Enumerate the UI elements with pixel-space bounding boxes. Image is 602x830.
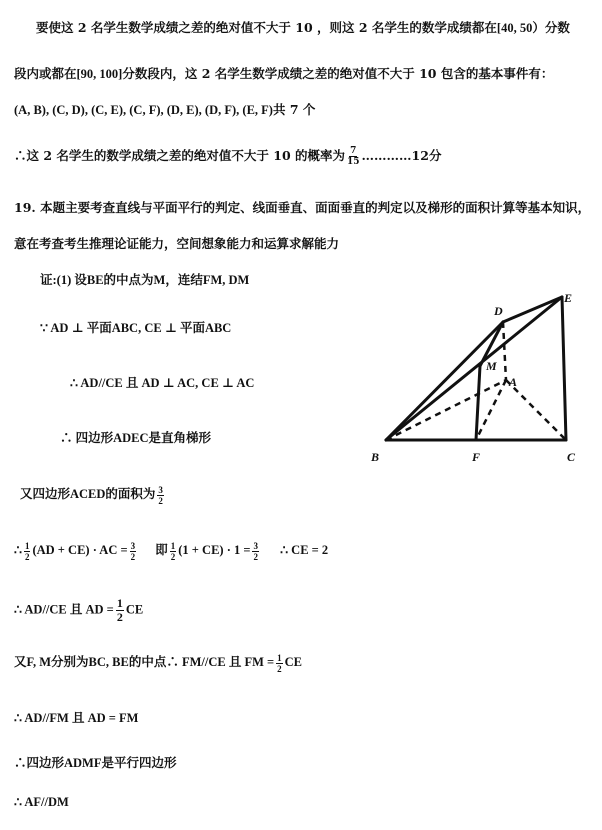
p1-interval-90-100: [90, 100] (76, 67, 123, 81)
q19-line2: 意在考查考生推理论证能力，空间想象能力和运算求解能力 (14, 236, 340, 251)
p1-events-count: 共 7 个 (272, 102, 316, 117)
label-A: A (509, 375, 518, 389)
step8-num: 1 (277, 652, 282, 663)
label-F: F (472, 450, 481, 464)
edge-BA-hidden (386, 380, 506, 440)
step6-ji: 即 (155, 543, 168, 557)
edge-AF-hidden (476, 380, 506, 440)
edge-AC-hidden (506, 380, 566, 440)
step5-text: 又四边形ACED的面积为 (20, 487, 156, 501)
step6-f1-den: 2 (24, 551, 30, 562)
step6-f3-den: 2 (170, 551, 176, 562)
step6-expr2: (1 + CE) · 1 = (178, 543, 251, 557)
p1-score: 12分 (411, 148, 442, 163)
step5-numerator: 3 (158, 484, 163, 495)
p1-line2-end: 分数段内，这 2 名学生数学成绩之差的绝对值不大于 10 包含的基本事件有： (122, 66, 554, 81)
p1-dots: ………… (361, 148, 412, 163)
proof-step4: ∴ 四边形ADEC是直角梯形 (60, 431, 212, 445)
p1-interval-40-50: [40, 50） (496, 21, 545, 35)
p1-line2-text: 段内或都在 (14, 66, 77, 81)
p1-prob-denominator: 15 (347, 157, 360, 167)
step6-f3-num: 1 (170, 540, 176, 551)
p1-prob-numerator: 7 (350, 146, 357, 156)
q19-line1: 19. 本题主要考查直线与平面平行的判定、线面垂直、面面垂直的判定以及梯形的面积计算等基本知识， (14, 200, 591, 215)
step6-f1-num: 1 (24, 540, 30, 551)
proof-step1: 证:(1) 设BE的中点为M，连结FM, DM (40, 273, 250, 287)
step8-den: 2 (277, 663, 282, 674)
proof-step2: ∵ AD ⊥ 平面ABC, CE ⊥ 平面ABC (40, 321, 232, 335)
label-E: E (564, 291, 573, 305)
step6-therefore: ∴ (14, 543, 22, 557)
step6-result: ∴ CE = 2 (280, 543, 329, 557)
step7-text: ∴ AD//CE 且 AD = (14, 602, 114, 617)
label-B: B (371, 450, 380, 464)
step6-f4-num: 3 (253, 540, 258, 551)
p1-events: (A, B), (C, D), (C, E), (C, F), (D, E), (D, F), (E, F) (14, 103, 273, 117)
step8-text: 又F, M分别为BC, BE的中点∴ FM//CE 且 FM = (14, 655, 275, 669)
step6-expr1: (AD + CE) · AC = (32, 543, 128, 557)
proof-step10: ∴四边形ADMF是平行四边形 (14, 756, 177, 770)
step7-den: 2 (116, 610, 123, 624)
label-D: D (494, 304, 503, 318)
label-C: C (567, 450, 576, 464)
proof-step9: ∴ AD//FM 且 AD = FM (14, 711, 139, 725)
proof-step3: ∴ AD//CE 且 AD ⊥ AC, CE ⊥ AC (70, 376, 255, 390)
step7-num: 1 (116, 596, 123, 610)
step6-f2-den: 2 (130, 551, 136, 562)
proof-step11: ∴ AF//DM (14, 795, 69, 809)
step5-denominator: 2 (158, 495, 163, 506)
p1-line1-end: 分数 (544, 20, 570, 35)
step8-ce: CE (284, 655, 303, 669)
edge-MF (476, 366, 480, 440)
step6-f4-den: 2 (253, 551, 258, 562)
p1-line1-text: 要使这 2 名学生数学成绩之差的绝对值不大于 10 ，则这 2 名学生的数学成绩都在 (36, 20, 497, 35)
edge-DA-hidden (503, 322, 506, 380)
step6-f2-num: 3 (130, 540, 136, 551)
step7-ce: CE (125, 602, 144, 617)
edge-EC (562, 297, 566, 440)
edge-DE (503, 297, 562, 322)
p1-probability-text: ∴这 2 名学生的数学成绩之差的绝对值不大于 10 的概率为 (14, 148, 346, 163)
edge-BE (386, 297, 562, 440)
label-M: M (486, 359, 497, 373)
